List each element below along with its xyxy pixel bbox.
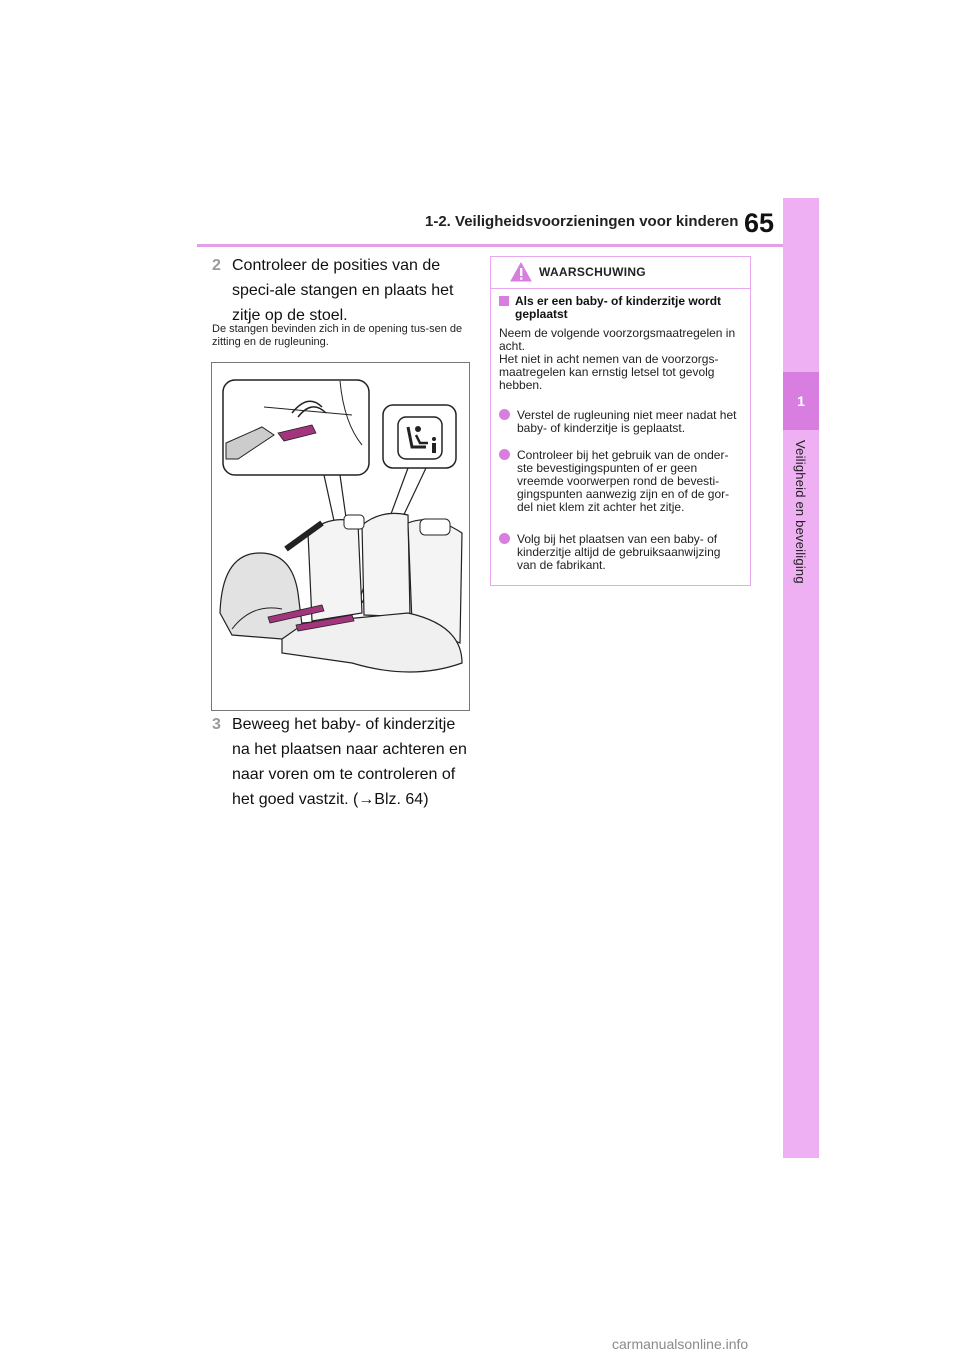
step-number: 2 — [212, 257, 221, 274]
warning-intro-2: Het niet in acht nemen van de voorzorgs-maatregelen kan ernstig letsel tot gevolg hebben. — [499, 352, 719, 392]
step-text: Controleer de posities van de speci-ale stangen en plaats het zitje op de stoel. — [232, 257, 454, 324]
step-number: 3 — [212, 716, 221, 733]
section-title: 1-2. Veiligheidsvoorzieningen voor kinderen — [425, 213, 739, 230]
warning-intro-1: Neem de volgende voorzorgsmaatregelen in acht. — [499, 326, 736, 353]
warning-bullet: Volg bij het plaatsen van een baby- of kinderzitje altijd de gebruiksaanwijzing van de fabrikant. — [499, 533, 741, 572]
square-bullet-icon — [499, 296, 509, 306]
step-3 — [212, 712, 470, 812]
bullet-dot-icon — [499, 533, 510, 544]
bullet-dot-icon — [499, 409, 510, 420]
warning-box — [490, 256, 751, 586]
warning-bullet: Verstel de rugleuning niet meer nadat het baby- of kinderzitje is geplaatst. — [499, 409, 741, 435]
step-2 — [212, 253, 470, 328]
chapter-side-tab — [783, 198, 819, 1158]
seat-anchor-drawing — [212, 363, 469, 710]
watermark[interactable]: carmanualsonline.info — [612, 1336, 749, 1352]
isofix-child-seat-icon — [398, 417, 442, 459]
figure-caption: De stangen bevinden zich in de opening tus-sen de zitting en de rugleuning. — [212, 323, 463, 348]
chapter-label: Veiligheid en beveiliging — [793, 440, 808, 584]
warning-bullet: Controleer bij het gebruik van de onder-ste bevestigingspunten of er geen vreemde voorwerpen rond de bevesti-gingspunten aanwezig zijn en of de gor-del niet klem zit achter het zitje. — [499, 449, 741, 514]
warning-subheading: Als er een baby- of kinderzitje wordt geplaatst — [499, 295, 744, 321]
child-seat-illustration — [211, 362, 470, 711]
header-divider — [197, 244, 783, 247]
warning-header — [491, 257, 750, 289]
page-number: 65 — [744, 208, 775, 238]
warning-title: WAARSCHUWING — [539, 265, 646, 279]
step-text: Beweeg het baby- of kinderzitje na het plaatsen naar achteren en naar voren om te controleren of het goed vastzit. (→Blz. 64) — [232, 716, 467, 808]
chapter-number: 1 — [797, 393, 805, 409]
warning-triangle-icon — [510, 262, 532, 282]
bullet-dot-icon — [499, 449, 510, 460]
